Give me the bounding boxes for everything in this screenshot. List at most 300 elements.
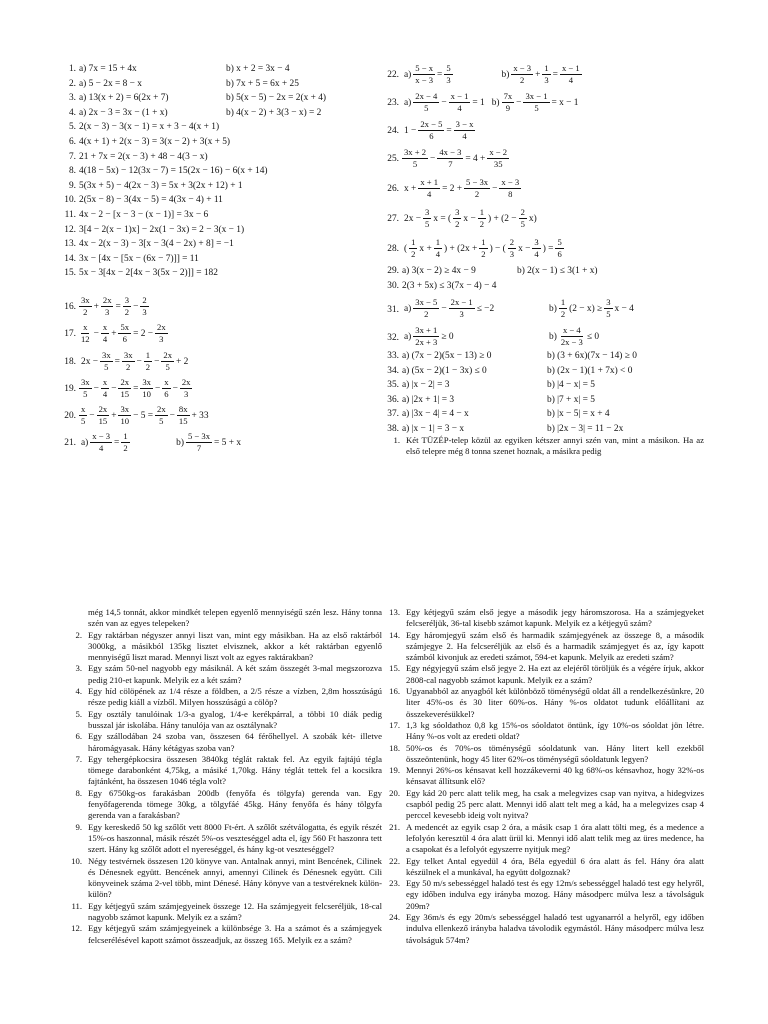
fraction-numerator: 2x − 1 <box>450 297 473 307</box>
fraction-denominator: 6 <box>164 389 169 399</box>
fraction-numerator: 3x <box>142 377 151 387</box>
math-text: − <box>111 383 117 394</box>
math-text: x + <box>419 243 432 254</box>
fraction-denominator: 3 <box>105 307 110 317</box>
equation-a: a) (5x − 2)(1 − 3x) ≤ 0 <box>402 365 487 376</box>
fraction <box>532 237 540 260</box>
fraction <box>418 177 440 200</box>
problem-text: Ugyanabból az anyagból két különböző töménységű oldat áll a rendelkezésünkre, 20 liter 45%-os és 30 liter 60%-os. Hány %-os oldatot tudunk előállítani az összekeverésükkel? <box>406 686 704 719</box>
fraction <box>464 177 490 200</box>
math-text: b) <box>549 331 557 342</box>
math-text: = 1 b) <box>472 97 500 108</box>
equation-a: 2(x − 3) − 3(x − 1) = x + 3 − 4(x + 1) <box>79 122 220 133</box>
equation-a: 3x − [4x − [5x − (6x − 7)]] = 11 <box>79 253 199 264</box>
fraction-numerator: 8x <box>178 404 188 414</box>
math-text: 1 − <box>404 125 417 136</box>
fraction <box>413 297 439 320</box>
fraction-numerator: 1 <box>411 237 416 247</box>
equation-number: 33. <box>387 351 399 361</box>
fraction-denominator: 4 <box>427 189 432 199</box>
fraction-denominator: 2 <box>411 249 416 259</box>
fraction-numerator: 3 − x <box>455 119 474 129</box>
math-text: x = ( <box>433 213 452 224</box>
problem-number: 1. <box>393 435 400 445</box>
equation-row <box>383 423 624 435</box>
fraction <box>101 295 114 318</box>
fraction <box>79 295 92 318</box>
equation-a: 4(x + 1) + 2(x − 3) = 3(x − 2) + 3(x + 5) <box>79 137 231 147</box>
fraction-denominator: 12 <box>81 334 90 344</box>
equation-number: 14. <box>64 253 76 264</box>
fraction-denominator: 2 <box>560 309 566 319</box>
problem-number: 18. <box>389 742 400 753</box>
inequality-a <box>402 325 456 348</box>
equation-number: 16. <box>64 301 76 312</box>
math-text: 2x − <box>404 213 422 224</box>
fraction-numerator: 3 <box>455 207 460 217</box>
fraction-denominator: 9 <box>505 103 510 113</box>
fraction-numerator: 4x − 3 <box>439 147 462 157</box>
equation-number: 37. <box>387 409 399 419</box>
math-text: − <box>136 356 142 367</box>
fraction-numerator: x <box>81 404 86 414</box>
equation-number: 9. <box>68 180 76 191</box>
word-problem <box>386 720 704 743</box>
problem-number: 8. <box>75 787 82 798</box>
equation-a: a) |3x − 4| = 4 − x <box>402 409 469 419</box>
equation-b: b) |2x − 3| = 11 − 2x <box>547 423 624 434</box>
fraction-numerator: x + 1 <box>420 177 439 187</box>
fraction-inequality-row <box>383 297 723 323</box>
equation-b: b) |4 − x| = 5 <box>547 380 595 390</box>
fraction-numerator: 2x <box>157 322 166 332</box>
problem-text: még 14,5 tonnát, akkor mindkét telepen egyenlő mennyiségű szén lesz. Hány tonna szén van az egyes telepeken? <box>88 607 382 629</box>
fraction <box>79 404 87 427</box>
fraction <box>479 237 487 260</box>
math-text: − 5 = <box>133 410 154 421</box>
equation-number: 7. <box>68 151 76 162</box>
fraction-equation-row <box>60 404 211 427</box>
word-problem <box>386 607 704 630</box>
equation-number: 13. <box>64 239 76 250</box>
math-text: x) <box>528 213 537 224</box>
fraction-denominator: 2 <box>520 75 525 85</box>
fraction-numerator: x <box>102 322 108 332</box>
fraction-numerator: 1 <box>479 207 485 217</box>
fraction-denominator: 2 <box>479 219 485 229</box>
fraction-numerator: 2x <box>120 377 130 387</box>
fraction <box>144 350 152 373</box>
fraction-numerator: 3 <box>124 295 130 305</box>
math-text: − <box>430 153 436 164</box>
equation-number: 18. <box>64 356 76 367</box>
fraction-denominator: 15 <box>120 389 130 399</box>
equation-a: 4(18 − 5x) − 12(3x − 7) = 15(2x − 16) − 6(x + 14) <box>79 166 268 177</box>
fraction-denominator: 4 <box>457 103 462 113</box>
fraction <box>140 377 153 400</box>
fraction-numerator: 1 <box>435 237 441 247</box>
word-problem <box>386 663 704 686</box>
equation-number: 21. <box>64 437 76 448</box>
problem-text: Négy testvérnek összesen 120 könyve van. Antalnak annyi, mint Bencének, Cilinek és Dénesnek együtt. Bencének annyi, amennyi Cilinek és Dénesnek együtt. Cili könyveinek száma 2-vel több, mint Dénesé. Hány könyve van a testvéreknek külön-külön? <box>88 855 382 900</box>
fraction-numerator: 5x <box>120 322 130 332</box>
equation-row <box>60 107 322 119</box>
math-text: ≤ −2 <box>476 303 495 314</box>
math-text: ( <box>404 243 408 254</box>
equation-number: 17. <box>64 328 76 339</box>
equation-number: 34. <box>387 365 399 376</box>
fraction-numerator: 3x <box>120 404 130 414</box>
math-text: − <box>441 303 447 314</box>
fraction-numerator: 3x − 1 <box>525 91 548 101</box>
problem-text: Egy kereskedő 50 kg szőlőt vett 8000 Ft-ért. A szőlőt szétválogatta, és egyik részét 15%-os haszonnal, másik részét 5%-os veszteséggel adta el, így 560 Ft haszonra tett szert. Hány kg szőlőt adott el nyereséggel, és hány kg-ot veszteséggel? <box>88 821 382 855</box>
fraction-numerator: x − 1 <box>450 91 469 101</box>
fraction-denominator: 8 <box>508 189 513 199</box>
equation-row <box>60 165 268 177</box>
fraction-numerator: 2x <box>163 350 172 360</box>
fraction-numerator: 1 <box>145 350 151 360</box>
math-text: x − <box>463 213 476 224</box>
equation-number: 15. <box>64 268 76 279</box>
problem-text: Egy kád 20 perc alatt telik meg, ha csak a melegvizes csap van nyitva, a hidegvizes csapból pedig 25 perc alatt. Mennyi idő alatt telt meg a kád, ha a melegvizes csap 4 perccel kevesebb ideig volt nyitva? <box>406 787 704 821</box>
fraction <box>508 237 516 260</box>
fraction-equation-row <box>60 377 192 400</box>
math-text: − <box>172 383 178 394</box>
fraction-denominator: 35 <box>493 159 503 169</box>
fraction <box>97 404 110 427</box>
math-text: − <box>93 383 99 394</box>
problem-number: 11. <box>71 900 82 911</box>
fraction-inequality-row <box>383 325 723 351</box>
fraction <box>100 350 113 373</box>
equation-a: a) 7x = 15 + 4x <box>79 64 137 74</box>
fraction-numerator: 5 <box>557 237 562 247</box>
equation-number: 11. <box>64 210 76 220</box>
equation-row <box>60 238 234 250</box>
word-problem <box>68 822 382 856</box>
equation-a: a) |x − 2| = 3 <box>402 380 450 390</box>
fraction <box>402 147 428 170</box>
word-problem <box>68 663 382 686</box>
word-problem <box>68 754 382 788</box>
math-text: + <box>111 328 117 339</box>
math-text: x − <box>518 243 531 254</box>
fraction <box>604 297 612 320</box>
math-text: b) <box>549 303 557 314</box>
fraction-denominator: 2 <box>83 307 88 317</box>
fraction-denominator: 4 <box>99 443 104 453</box>
fraction <box>101 322 109 345</box>
fraction-denominator: 4 <box>102 334 108 344</box>
equation-row <box>60 151 208 163</box>
equation-number: 6. <box>68 137 76 147</box>
problem-text: Egy híd cölöpének az 1/4 része a földben, a 2/5 része a vízben, 2,8m hosszúságú része pedig kiáll a vízből. Milyen hosszúságú a cölöp? <box>88 686 382 708</box>
math-text: = 2 − <box>133 328 154 339</box>
equation-row <box>60 63 290 75</box>
equation-number: 26. <box>387 183 399 194</box>
word-problem <box>386 856 704 879</box>
word-problem <box>386 630 704 664</box>
fraction <box>118 404 131 427</box>
math-text: a) <box>404 97 412 108</box>
math-text: − <box>516 97 522 108</box>
equation-b: b) x + 2 = 3x − 4 <box>226 64 290 74</box>
fraction <box>453 207 461 230</box>
word-problem <box>68 607 382 630</box>
fraction-denominator: 2 <box>123 443 128 453</box>
equation-number: 3. <box>68 93 76 104</box>
fraction <box>559 325 585 348</box>
problem-text: Egy kétjegyű szám számjegyeinek összege 12. Ha számjegyeit felcseréljük, 18-cal nagyobb számot kapunk. Melyik ez a szám? <box>88 900 382 923</box>
fraction-denominator: 5 <box>104 362 109 372</box>
fraction <box>437 147 463 170</box>
problem-number: 24. <box>389 912 400 923</box>
fraction <box>162 377 170 400</box>
equation-row <box>60 136 230 148</box>
fraction-numerator: x <box>83 322 88 332</box>
problem-number: 16. <box>389 686 400 697</box>
problem-number: 19. <box>389 765 400 776</box>
fraction-equation-row <box>383 63 582 86</box>
problem-number: 23. <box>389 878 400 889</box>
fraction <box>454 119 476 142</box>
math-text: = <box>446 125 452 136</box>
fraction <box>123 295 131 318</box>
word-problem <box>68 901 382 924</box>
fraction <box>118 322 131 345</box>
fraction <box>161 350 174 373</box>
equation-row <box>60 194 223 206</box>
problem-number: 6. <box>75 731 82 742</box>
fraction-numerator: 2 <box>509 237 515 247</box>
fraction <box>487 147 509 170</box>
math-text: = <box>114 356 120 367</box>
problem-number: 9. <box>75 821 82 832</box>
equation-a: 5(3x + 5) − 4(2x − 3) = 5x + 3(2x + 12) + 1 <box>79 180 243 191</box>
fraction-denominator: 7 <box>448 159 453 169</box>
inequality-b: b) 2(x − 1) ≤ 3(1 + x) <box>517 266 598 276</box>
fraction <box>101 377 109 400</box>
problem-number: 3. <box>75 663 82 674</box>
fraction-denominator: 2 <box>424 309 429 319</box>
fraction-denominator: 5 <box>425 219 430 229</box>
fraction-denominator: 4 <box>102 389 108 399</box>
problem-text: Két TÜZÉP-telep közül az egyiken kétszer annyi szén van, mint a másikon. Ha az első telepre még 8 tonna szenet hoznak, a másikra pedig <box>406 435 704 457</box>
fraction-denominator: 3 <box>509 249 515 259</box>
fraction-denominator: 4 <box>462 131 467 141</box>
word-problem <box>386 912 704 946</box>
fraction <box>90 431 112 454</box>
fraction-equation-row <box>383 237 564 260</box>
math-text: ) = <box>542 243 554 254</box>
equation-row <box>60 121 219 133</box>
problem-text: Egy szállodában 24 szoba van, összesen 64 férőhellyel. A szobák két- illetve háromágyasak. Hány kétágyas szoba van? <box>88 731 382 753</box>
fraction <box>121 431 129 454</box>
fraction-numerator: x − 3 <box>513 63 532 73</box>
fraction-denominator: 6 <box>557 249 562 259</box>
math-text: b) <box>131 437 184 448</box>
problem-text: Egy raktárban négyszer annyi liszt van, mint egy másikban. Ha az első raktárból 3000kg, a másikból 135kg lisztet elvisznek, akkor a két raktárban egyenlő mennyiségű liszt marad. Mennyi liszt volt az egyes raktárakban? <box>88 629 382 663</box>
fraction-denominator: 15 <box>178 416 188 426</box>
problem-text: Egy négyjegyű szám első jegye 2. Ha ezt az elejéről töröljük és a végére írjuk, akkor 2808-cal nagyobb számot kapunk. Melyik ez a szám? <box>406 663 704 685</box>
problem-number: 13. <box>389 607 400 617</box>
equation-b: b) |7 + x| = 5 <box>547 394 595 405</box>
fraction-denominator: 7 <box>196 443 202 453</box>
problem-text: Egy kétjegyű szám első jegye a második jegy háromszorosa. Ha a számjegyeket felcseréljük, 36-tal kisebb számot kapunk. Melyik ez a kétjegyű szám? <box>406 607 704 629</box>
equation-row <box>383 350 637 362</box>
fraction <box>186 431 212 454</box>
equation-number: 10. <box>64 195 76 206</box>
fraction-denominator: 2 <box>481 249 486 259</box>
equation-row <box>60 253 199 265</box>
problem-text: Mennyi 26%-os kénsavat kell hozzákeverni 40 kg 68%-os kénsavhoz, hogy 32%-os kénsavat állítsunk elő? <box>406 765 704 787</box>
fraction-denominator: 6 <box>122 334 127 344</box>
fraction-denominator: 6 <box>429 131 434 141</box>
math-text: = 2 + <box>442 183 463 194</box>
fraction-numerator: x − 1 <box>561 63 580 73</box>
word-problem <box>386 743 704 766</box>
math-text: = <box>114 437 120 448</box>
fraction-denominator: 4 <box>534 249 539 259</box>
word-problem <box>386 765 704 788</box>
inequality-a: a) 3(x − 2) ≥ 4x − 9 <box>402 266 476 276</box>
equation-a: 3[4 − 2(x − 1)x] − 2x(1 − 3x) = 2 − 3(x − 1) <box>79 224 245 235</box>
equation-row <box>60 78 299 90</box>
equation-row <box>383 379 595 391</box>
equation-a: a) |2x + 1| = 3 <box>402 394 455 405</box>
fraction <box>118 377 131 400</box>
problem-number: 7. <box>75 753 82 764</box>
math-text: ≤ 0 <box>586 331 600 342</box>
fraction-denominator: 2x − 3 <box>560 337 583 347</box>
equation-number: 32. <box>387 333 399 343</box>
problem-number: 15. <box>389 663 400 674</box>
fraction <box>155 404 168 427</box>
math-text: b) <box>454 69 510 80</box>
fraction-denominator: 10 <box>142 389 151 399</box>
fraction-denominator: 4 <box>568 75 573 85</box>
inequality-a <box>402 297 496 320</box>
fraction-numerator: x − 4 <box>562 325 581 335</box>
fraction-numerator: 5 − 3x <box>466 177 489 187</box>
inequality-b <box>547 297 636 320</box>
math-text: = <box>552 69 558 80</box>
problem-number: 17. <box>389 719 400 730</box>
fraction-numerator: 3x + 1 <box>415 325 438 335</box>
fraction-numerator: x − 3 <box>501 177 520 187</box>
problem-text: Egy 36m/s és egy 20m/s sebességgel haladó test ugyanarról a helyről, egy időben indulva ellenkező irányba haladva távolodik egymástól. Hány másodperc múlva lesz távolságuk 574m? <box>406 912 704 945</box>
word-problem <box>386 822 704 856</box>
math-text: a) <box>404 303 412 314</box>
fraction <box>177 404 190 427</box>
problem-number: 2. <box>75 629 82 640</box>
inequality-row <box>383 265 598 277</box>
fraction-numerator: 5 <box>446 63 451 73</box>
math-text: x − 4 <box>614 303 634 314</box>
problem-text: Egy telket Antal egyedül 4 óra, Béla egyedül 6 óra alatt ás fel. Hány óra alatt készülnek el a munkával, ha együtt dolgoznak? <box>406 855 704 877</box>
math-text: 2x − <box>81 356 99 367</box>
equation-a: a) 2x − 3 = 3x − (1 + x) <box>79 107 168 118</box>
fraction-numerator: 2x <box>102 295 112 305</box>
equation-number: 5. <box>68 122 76 133</box>
fraction-numerator: 2x <box>181 377 191 387</box>
equation-row <box>60 180 243 192</box>
fraction-equation-row <box>383 207 539 230</box>
equation-number: 22. <box>387 69 399 80</box>
fraction-denominator: 2 <box>124 307 130 317</box>
problem-text: Egy háromjegyű szám első és harmadik számjegyének az összege 8, a második számjegye 2. Ha felcseréljük az első és a harmadik számjegyet és az, így kapott számból kivonjuk az eredeti számot, 594-et kapunk. Melyik az eredeti szám? <box>406 629 704 663</box>
equation-a: a) 13(x + 2) = 6(2x + 7) <box>79 93 169 104</box>
fraction <box>79 377 92 400</box>
equation-a: 4x − 2 − [x − 3 − (x − 1)] = 3x − 6 <box>79 210 209 220</box>
fraction <box>434 237 442 260</box>
fraction <box>413 63 435 86</box>
math-text: + 33 <box>191 410 209 421</box>
equation-number: 4. <box>68 107 76 118</box>
inequality-a: 2(3 + 5x) ≤ 3(7x − 4) − 4 <box>402 280 497 291</box>
equation-row <box>60 267 218 279</box>
fraction-numerator: 3x <box>123 350 133 360</box>
equation-b: b) 7x + 5 = 6x + 25 <box>226 78 299 89</box>
math-text: = 4 + <box>465 153 486 164</box>
equation-b: b) (3 + 6x)(7x − 14) ≥ 0 <box>547 351 637 361</box>
word-problem <box>68 630 382 664</box>
problem-text: Egy tehergépkocsira összesen 3840kg téglát raktak fel. Az egyik fajtájú tégla tömege darabonként 4,75kg, a másiké 1,70kg. Hány téglát tettek fel a kocsikra fajtánként, ha összesen 1046 tégla volt? <box>88 753 382 787</box>
fraction <box>560 63 582 86</box>
fraction <box>559 297 567 320</box>
fraction-denominator: x − 3 <box>415 75 434 85</box>
equation-number: 30. <box>387 280 399 291</box>
word-problem <box>68 788 382 822</box>
equation-a: a) |x − 1| = 3 − x <box>402 423 465 434</box>
fraction-equation-row <box>383 147 509 170</box>
math-text: = <box>437 69 443 80</box>
inequality-b <box>547 325 601 348</box>
fraction-numerator: 3x + 2 <box>404 147 427 157</box>
problem-number: 14. <box>389 629 400 640</box>
fraction-denominator: 2 <box>455 219 460 229</box>
fraction-numerator: 2 <box>142 295 147 305</box>
intro-problem <box>386 435 704 458</box>
problem-text: Egy kétjegyű szám számjegyeinek a különbsége 3. Ha a számot és a számjegyek felcserélésével kapott számot összeadjuk, az összeg 165. Melyik ez a szám? <box>88 923 382 945</box>
fraction-numerator: 3x − 5 <box>415 297 438 307</box>
word-problem <box>386 878 704 912</box>
problem-text: Egy 6750kg-os farakásban 200db (fenyőfa és tölgyfa) gerenda van. Egy fenyőfagerenda tömege 30kg, a tölgyfáé 45kg. Hány fenyőfa és hány tölgyfa gerenda van a farakásban? <box>88 787 382 821</box>
fraction-denominator: 5 <box>534 103 539 113</box>
fraction-equation-row <box>383 119 475 142</box>
fraction-denominator: 3 <box>159 334 164 344</box>
fraction <box>499 177 521 200</box>
equation-number: 28. <box>387 243 399 254</box>
problem-text: Egy szám 50-nel nagyobb egy másiknál. A két szám összegét 3-mal megszorozva pedig 210-et kapunk. Melyik ez a két szám? <box>88 663 382 685</box>
fraction-denominator: 3 <box>459 309 464 319</box>
equation-number: 25. <box>387 153 399 164</box>
problem-number: 5. <box>75 708 82 719</box>
fraction-numerator: 5 − x <box>415 63 434 73</box>
fraction <box>478 207 486 230</box>
equation-number: 24. <box>387 125 399 136</box>
fraction-equation-row <box>60 431 243 454</box>
equation-b: b) |x − 5| = x + 4 <box>547 409 610 419</box>
fraction <box>519 207 527 230</box>
equation-row <box>60 224 244 236</box>
fraction-numerator: 2x <box>98 404 108 414</box>
word-problem <box>68 686 382 709</box>
fraction <box>502 91 515 114</box>
fraction <box>449 91 471 114</box>
fraction <box>155 322 168 345</box>
problem-number: 21. <box>389 821 400 832</box>
